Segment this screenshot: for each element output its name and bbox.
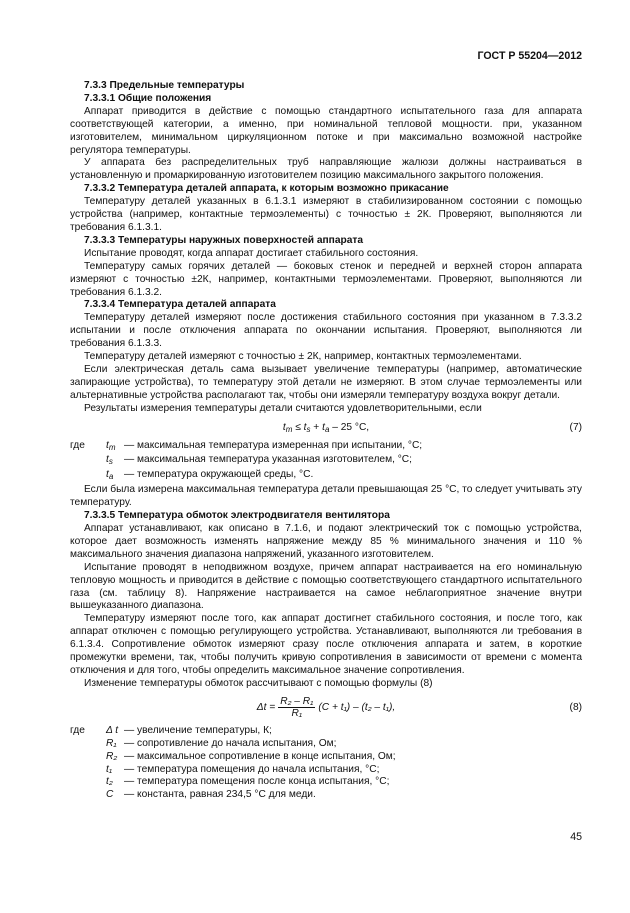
page-content [70,80,582,802]
section-7-3-3-2-heading: 7.3.3.2 Температура деталей аппарата, к которым возможно прикасание [84,183,449,195]
formula-7-legend: где $t_m$ — максимальная температура измеренная при испытании, °С; $t_s$ — максимальная температура указанная изготовителем, °С; $t_a$ — температура окружающей среды, °С. [70,440,582,485]
paragraph: Аппарат приводится в действие с помощью стандартного испытательного газа для аппарата соответствующей категории, а именно, при номинальной тепловой мощности. при, указанном изготовителем, минимальном циркуляционном потоке и при максимально возможной настройке регулятора температуры. [70,105,582,156]
section-7-3-3-4-heading: 7.3.3.4 Температура деталей аппарата [84,299,276,311]
paragraph: Если была измерена максимальная температура детали превышающая 25 °С, то следует учитывать эту температуру. [70,484,582,509]
paragraph: Испытание проводят в неподвижном воздухе, причем аппарат настраивается на его номинальную тепловую мощность и приводится в действие с помощью соответствующего стандартного испытательного газа (см. таблицу 8). Напряжение настраивается на самое неблагоприятное значение внутри вышеуказанного диапазона. [70,561,582,612]
legend-item: — температура помещения до начала испытания, °С; [124,763,380,775]
legend-item: — увеличение температуры, К; [124,724,272,736]
paragraph: Испытание проводят, когда аппарат достигает стабильного состояния. [84,247,419,259]
legend-item: — температура окружающей среды, °С. [124,469,314,481]
paragraph: Температуру деталей измеряют с точностью ± 2К, например, контактных термоэлементами. [84,351,522,363]
section-7-3-3-5-heading: 7.3.3.5 Температура обмоток электродвигателя вентилятора [84,510,390,522]
section-7-3-3-heading: 7.3.3 Предельные температуры [84,80,245,91]
legend-item: — максимальная температура измеренная при испытании, °С; [124,439,423,451]
legend-item: — температура помещения после конца испытания, °С; [124,776,390,788]
where-label: где [70,724,85,736]
formula-7-expression: $t_m \le t_s + t_a - 25$ °С, [282,421,370,434]
formula-8-legend: где Δ t — увеличение температуры, К; R₁ — сопротивление до начала испытания, Ом; R₂ — максимальное сопротивление в конце испытания, Ом; t₁ — температура помещения до начала испытания, °С; t₂ — температура помещения после конца испытания, °С; C — константа, равная 234,5 °С для меди. [70,725,582,802]
page-number: 45 [570,831,582,844]
legend-item: — сопротивление до начала испытания, Ом; [124,737,337,749]
paragraph: Если электрическая деталь сама вызывает увеличение температуры (например, автоматические запирающие устройства), то температуру этой детали не измеряют. В этом случае термоэлементы или альтернативные устройства располагают так, чтобы они измеряли температуру воздуха вокруг детали. [70,363,582,401]
formula-8-expression: Δt = $\frac{\text{R₂ – R₁}}{\text{R₁}}$ (C + t₁) – (t₂ – t₁), [256,696,396,720]
paragraph: Аппарат устанавливают, как описано в 7.1.6, и подают электрический ток с помощью устройства, которое дает возможность изменять напряжение между 85 % минимального значения и 110 % максимального значения диапазона напряжений, указанного изготовителем. [70,523,582,560]
paragraph: Температуру измеряют после того, как аппарат достигнет стабильного состояния, и после того, как аппарат отключен с помощью регулирующего устройства. Устанавливают, выполняются ли требования в 6.1.3.4. Сопротивление обмоток измеряют сразу после отключения аппарата и затем, в короткие промежутки времени, так, чтобы получить кривую сопротивления в зависимости от времени с момента отключения и для того, чтобы определить максимальное значение сопротивления. [70,613,582,676]
formula-8 [70,691,582,725]
section-7-3-3-1-heading: 7.3.3.1 Общие положения [84,92,212,104]
legend-item: — константа, равная 234,5 °С для меди. [124,789,316,801]
paragraph: Результаты измерения температуры детали считаются удовлетворительными, если [84,402,482,414]
paragraph: Температуру самых горячих деталей — боковых стенок и передней и верхней сторон аппарата измеряют с точностью ±2К, например, контактными термоэлементами. Проверяют, выполняются ли требования 6.1.3.2. [70,260,582,298]
legend-item: — максимальное сопротивление в конце испытания, Ом; [124,750,396,762]
paragraph: Изменение температуры обмоток рассчитывают с помощью формулы (8) [84,677,433,689]
standard-header: ГОСТ Р 55204—2012 [477,50,582,62]
formula-7-number: (7) [569,421,582,433]
section-7-3-3-3-heading: 7.3.3.3 Температуры наружных поверхностей аппарата [84,234,364,246]
formula-7 [70,416,582,440]
paragraph: У аппарата без распределительных труб направляющие жалюзи должны настраиваться в установленную и промаркированную изготовителем позицию максимального закрытого положения. [70,157,582,182]
paragraph: Температуру деталей указанных в 6.1.3.1 измеряют в стабилизированном состоянии с помощью устройства (например, контактные термоэлементы) с точностью ± 2К. Проверяют, выполняются ли требования 6.1.3.1. [70,196,582,233]
paragraph: Температуру деталей измеряют после достижения стабильного состояния при указанном в 7.3.3.2 испытании и после отключения аппарата по окончании испытания. Проверяют, выполняются ли требования 6.1.3.3. [70,312,582,350]
formula-8-fraction: $\frac{\text{R₂ – R₁}}{\text{R₁}}$ [280,696,314,720]
where-label: где [70,439,85,451]
legend-item: — максимальная температура указанная изготовителем, °С; [124,454,412,466]
formula-8-number: (8) [569,701,582,713]
